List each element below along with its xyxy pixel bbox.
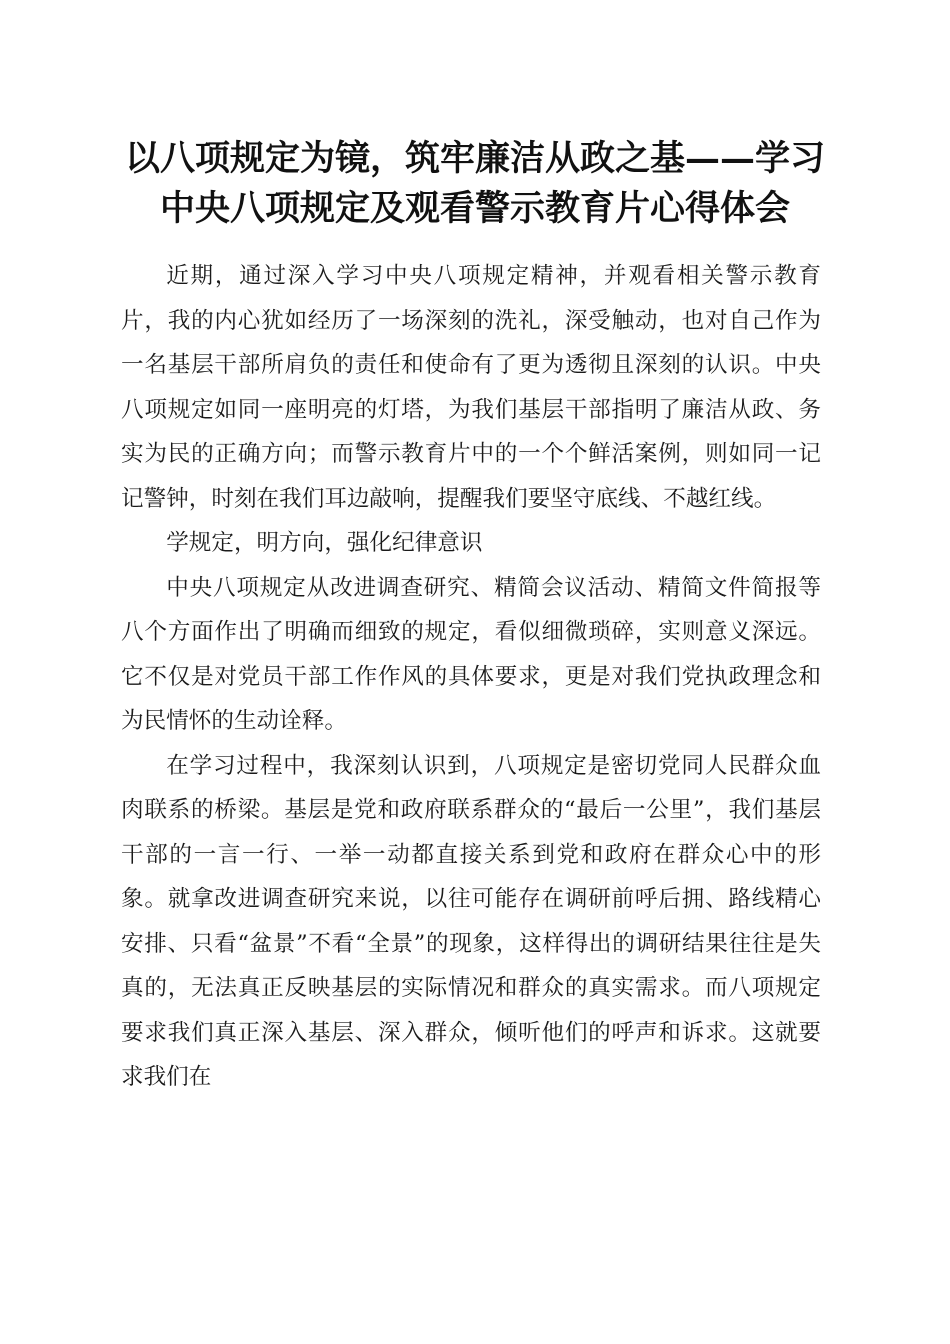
paragraph-intro: 近期，通过深入学习中央八项规定精神，并观看相关警示教育片，我的内心犹如经历了一场深刻的洗礼，深受触动，也对自己作为一名基层干部所肩负的责任和使命有了更为透彻且深刻的认识。中央八项规定如同一座明亮的灯塔，为我们基层干部指明了廉洁从政、务实为民的正确方向；而警示教育片中的一个个鲜活案例，则如同一记记警钟，时刻在我们耳边敲响，提醒我们要坚守底线、不越红线。 <box>121 263 821 512</box>
title-line-2: 中央八项规定及观看警示教育片心得体会 <box>159 188 790 229</box>
section-heading: 学规定，明方向，强化纪律意识 <box>166 530 483 556</box>
paragraph-regulations: 中央八项规定从改进调查研究、精简会议活动、精简文件简报等八个方面作出了明确而细致的规定，看似细微琐碎，实则意义深远。它不仅是对党员干部工作作风的具体要求，更是对我们党执政理念和为民情怀的生动诠释。 <box>121 574 821 734</box>
document-body <box>121 254 821 1100</box>
title-line-1: 以八项规定为镜，筑牢廉洁从政之基——学习 <box>124 138 825 179</box>
paragraph-learning: 在学习过程中，我深刻认识到，八项规定是密切党同人民群众血肉联系的桥梁。基层是党和政府联系群众的“最后一公里”，我们基层干部的一言一行、一举一动都直接关系到党和政府在群众心中的形象。就拿改进调查研究来说，以往可能存在调研前呼后拥、路线精心安排、只看“盆景”不看“全景”的现象，这样得出的调研结果往往是失真的，无法真正反映基层的实际情况和群众的真实需求。而八项规定要求我们真正深入基层、深入群众，倾听他们的呼声和诉求。这就要求我们在 <box>121 752 821 1090</box>
document-title <box>100 134 850 234</box>
